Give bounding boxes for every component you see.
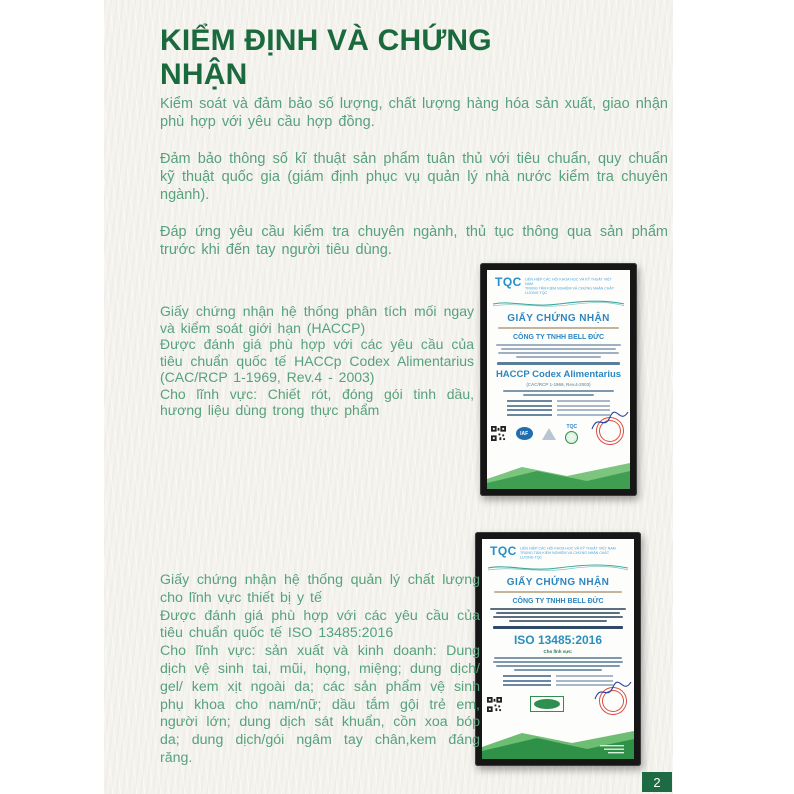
certificate-standard: HACCP Codex Alimentarius: [495, 369, 622, 380]
intro-paragraph: Đáp ứng yêu cầu kiểm tra chuyên ngành, thủ tục thông qua sản phẩm trước khi đến tay người tiêu dùng.: [160, 224, 668, 258]
certificate-iso-photo: [475, 532, 641, 766]
signature-icon: [590, 409, 630, 433]
signature-icon: [593, 679, 633, 703]
microtext-lines-address: [482, 608, 634, 622]
org-lines: [520, 545, 617, 559]
microtext-line: [494, 591, 622, 593]
certificate-haccp-photo: [480, 263, 637, 496]
caption-line: Giấy chứng nhận hệ thống phân tích mối ngay và kiểm soát giới hạn (HACCP): [160, 303, 474, 336]
certificate-standard-detail: Cho lĩnh vực:: [543, 649, 573, 654]
certificate-header: [482, 539, 634, 561]
certificate-haccp-caption: [160, 303, 474, 419]
page-number-badge: 2: [642, 772, 672, 792]
red-stamp-area: [588, 421, 626, 447]
org-lines: [525, 276, 614, 295]
intro-paragraph: Kiểm soát và đảm bảo số lượng, chất lượng hàng hóa sản xuất, giao nhận phù hợp với yêu cầu hợp đồng.: [160, 96, 668, 130]
intro-paragraphs: [160, 95, 668, 278]
tqc-logo: TQC: [495, 275, 522, 289]
wave-divider-icon: [488, 564, 628, 572]
tqc-mini-seal: TQC: [565, 424, 578, 444]
green-seal-icon: [565, 431, 578, 444]
green-hills-graphic: [482, 725, 634, 759]
microtext-lines-scope: [487, 390, 630, 396]
certificate-title: GIẤY CHỨNG NHẬN: [506, 577, 610, 588]
certificate-title: GIẤY CHỨNG NHẬN: [507, 313, 610, 324]
wave-divider-icon: [493, 300, 625, 308]
org-line: LIÊN HIỆP CÁC HỘI KHOA HỌC VÀ KỸ THUẬT VIỆT NAM: [524, 276, 612, 286]
microtext-lines-address: [487, 344, 630, 358]
certificate-standard-detail: (CAC/RCP 1-1969, Rev.4-2003): [526, 382, 591, 387]
certificate-haccp: [487, 270, 630, 489]
certificate-company: CÔNG TY TNHH BELL ĐỨC: [512, 598, 604, 605]
caption-line: Cho lĩnh vực: sản xuất và kinh doanh: Dung dịch vệ sinh tai, mũi, họng, miệng; dung dịch/ gel/ kem xịt ngoài da; các sản phẩm vệ sinh phụ khoa cho nam/nữ; dầu tắm gội trẻ em, người lớn; dung dịch sát khuẩn, cồn xoa bóp da; dung dịch/gói ngâm tay chân,kem đáng răng.: [160, 643, 480, 766]
org-line: TRUNG TÂM KIỂM NGHIỆM VÀ CHỨNG NHẬN CHẤT LƯỢNG TQC: [524, 285, 614, 295]
caption-line: Được đánh giá phù hợp với các yêu cầu của tiêu chuẩn quốc tế HACCp Codex Alimentarius (CAC/RCP 1-1969, Rev.4 - 2003): [160, 336, 474, 385]
caption-line: Được đánh giá phù hợp với các yêu cầu của tiêu chuẩn quốc tế ISO 13485:2016: [160, 607, 480, 642]
qr-code-icon: [491, 426, 506, 441]
org-line: LIÊN HIỆP CÁC HỘI KHOA HỌC VÀ KỸ THUẬT VIỆT NAM: [519, 545, 616, 551]
qr-code-icon: [487, 697, 502, 712]
page-title: KIỂM ĐỊNH VÀ CHỨNG NHẬN: [160, 24, 492, 91]
certificate-standard: ISO 13485:2016: [513, 633, 603, 647]
certificate-iso-caption: [160, 572, 480, 768]
green-oval-seal-icon: [530, 696, 564, 712]
certificate-company: CÔNG TY TNHH BELL ĐỨC: [512, 334, 605, 341]
caption-line: Cho lĩnh vực: Chiết rót, đóng gói tinh dầu, hương liệu dùng trong thực phẩm: [160, 385, 474, 418]
microtext-band: [493, 626, 624, 629]
red-stamp-area: [591, 691, 629, 717]
green-hills-graphic: [487, 459, 630, 489]
caption-line: Giấy chứng nhận hệ thống quản lý chất lượng cho lĩnh vực thiết bị y tế: [160, 572, 480, 606]
certificate-header: [487, 270, 630, 297]
certificate-seals-row: [487, 691, 630, 717]
iaf-seal-icon: IAF: [516, 427, 533, 440]
intro-paragraph: Đảm bảo thông số kĩ thuật sản phẩm tuân thủ với tiêu chuẩn, quy chuẩn kỹ thuật quốc gia (giám định phục vụ quản lý nhà nước kiểm tra chuyên ngành).: [160, 151, 668, 203]
org-line: TRUNG TÂM KIỂM NGHIỆM VÀ CHỨNG NHẬN CHẤT LƯỢNG TQC: [519, 550, 609, 560]
accreditation-triangle-icon: [542, 428, 556, 440]
certificate-seals-row: [491, 421, 625, 447]
certificate-iso: [482, 539, 634, 759]
tqc-logo: TQC: [490, 544, 517, 558]
microtext-line: [498, 327, 618, 329]
microtext-band: [497, 362, 620, 365]
microtext-lines-scope: [482, 657, 634, 671]
